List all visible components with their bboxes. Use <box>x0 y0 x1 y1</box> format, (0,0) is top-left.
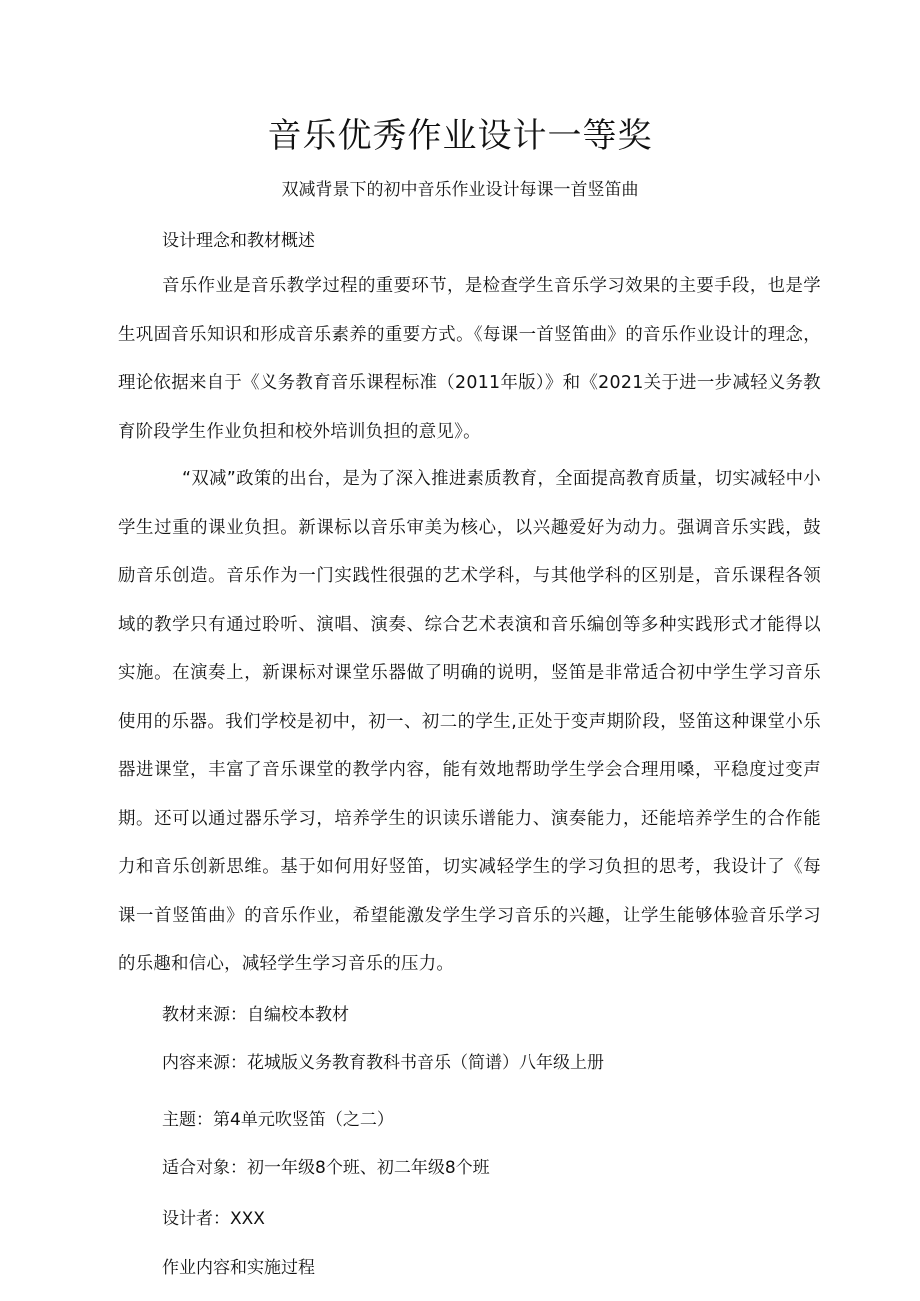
material-source: 教材来源：自编校本教材 <box>162 1005 349 1025</box>
next-section-heading: 作业内容和实施过程 <box>162 1258 315 1278</box>
target-line: 适合对象：初一年级8个班、初二年级8个班 <box>162 1158 490 1178</box>
content-source: 内容来源：花城版义务教育教科书音乐（简谱）八年级上册 <box>162 1053 604 1073</box>
theme-line: 主题：第4单元吹竖笛（之二） <box>162 1110 394 1130</box>
paragraph-2: “双减”政策的出台，是为了深入推进素质教育，全面提高教育质量，切实减轻中小学生过重的课业负担。新课标以音乐审美为核心，以兴趣爱好为动力。强调音乐实践，鼓励音乐创造。音乐作为一门实践性很强的艺术学科，与其他学科的区别是，音乐课程各领域的教学只有通过聆听、演唱、演奏、综合艺术表演和音乐编创等多种实践形式才能得以实施。在演奏上，新课标对课堂乐器做了明确的说明，竖笛是非常适合初中学生学习音乐使用的乐器。我们学校是初中，初一、初二的学生,正处于变声期阶段，竖笛这种课堂小乐器进课堂，丰富了音乐课堂的教学内容，能有效地帮助学生学会合理用嗓，平稳度过变声期。还可以通过器乐学习，培养学生的识读乐谱能力、演奏能力，还能培养学生的合作能力和音乐创新思维。基于如何用好竖笛，切实减轻学生的学习负担的思考，我设计了《每课一首竖笛曲》的音乐作业，希望能激发学生学习音乐的兴趣，让学生能够体验音乐学习的乐趣和信心，减轻学生学习音乐的压力。 <box>118 469 821 974</box>
section-heading: 设计理念和教材概述 <box>162 231 315 251</box>
designer-line: 设计者：XXX <box>162 1209 265 1229</box>
document-subtitle: 双减背景下的初中音乐作业设计每课一首竖笛曲 <box>281 180 639 200</box>
paragraph-1: 音乐作业是音乐教学过程的重要环节，是检查学生音乐学习效果的主要手段，也是学生巩固音乐知识和形成音乐素养的重要方式。《每课一首竖笛曲》的音乐作业设计的理念，理论依据来自于《义务教育音乐课程标准（2011年版）》和《2021关于进一步减轻义务教育阶段学生作业负担和校外培训负担的意见》。 <box>118 276 821 442</box>
document-title: 音乐优秀作业设计一等奖 <box>267 116 653 156</box>
